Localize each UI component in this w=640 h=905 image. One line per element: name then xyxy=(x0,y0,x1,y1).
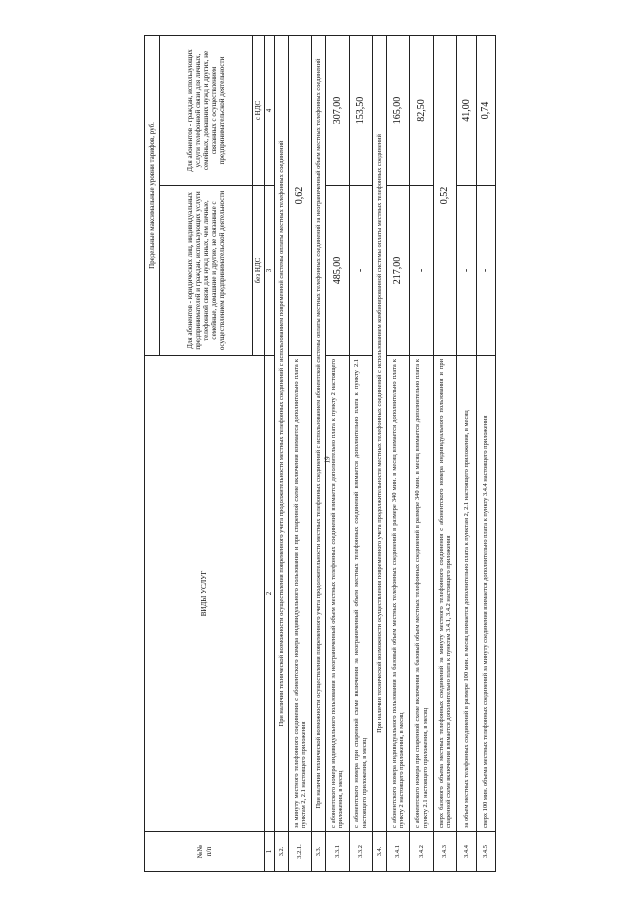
tariff-value-without-vat: - xyxy=(457,186,476,356)
row-description: с абонентского номера индивидуального пользования за неограниченный объем местных телефонных соединений взимается дополнительно плата к пункту 2 настоящего приложения, в месяц xyxy=(326,356,350,832)
tariff-value: 0,62 xyxy=(288,35,312,355)
table-row-3-2-1 xyxy=(288,35,312,871)
colno-1: 1 xyxy=(265,832,275,872)
tariff-value-without-vat: - xyxy=(476,186,495,356)
row-number: 3.3.2 xyxy=(349,832,373,872)
row-description: за объем местных телефонных соединений в размере 100 мин. в месяц взимается дополнительно плата к пунктам 2, 2.1 настоящего приложения, в месяц xyxy=(457,356,476,832)
tariff-value-with-vat: 307,00 xyxy=(326,35,350,185)
row-description: с абонентского номера при спаренной схеме включения за неограниченный объем местных телефонных соединений взимается дополнительно плата к пункту 2.1 настоящего приложения, в месяц xyxy=(349,356,373,832)
column-number-row xyxy=(265,35,275,871)
tariff-table xyxy=(144,35,496,872)
table-row-3-3-1 xyxy=(326,35,350,871)
tariff-value-with-vat: 82,50 xyxy=(410,35,434,185)
tariff-value-without-vat: 485,00 xyxy=(326,186,350,356)
tariff-value-with-vat: 41,00 xyxy=(457,35,476,185)
header-tariffs: Предельные максимальные уровни тарифов, руб. xyxy=(145,35,160,355)
tariff-value-with-vat: 153,50 xyxy=(349,35,373,185)
row-description: с абонентского номера индивидуального пользования за базовый объем местных телефонных соединений в размере 340 мин. в месяц взимается дополнительно плата к пункту 2 настоящего приложения, в месяц xyxy=(386,356,410,832)
header-no: №№ п/п xyxy=(145,832,265,872)
table-row-3-4 xyxy=(373,35,387,871)
tariff-value: 0,52 xyxy=(433,35,457,355)
section-title: При наличии технической возможности осуществления повременного учета продолжительности местных телефонных соединений с использованием повременной системы оплаты местных телефонных соединений xyxy=(275,35,289,831)
row-description: с абонентского номера при спаренной схеме включения за базовый объем местных телефонных соединений в размере 340 мин. в месяц взимается дополнительно плата к пункту 2.1 настоящего приложения, в месяц xyxy=(410,356,434,832)
tariff-value-with-vat: 165,00 xyxy=(386,35,410,185)
row-number: 3.4.4 xyxy=(457,832,476,872)
header-row-1 xyxy=(145,35,160,871)
header-subscriber-b: Для абонентов - граждан, использующих услуги телефонной связи для личных, семейных, домашних нужд и других, не связанных с осуществлением предпринимательской деятельности xyxy=(160,35,253,185)
table-row-3-4-5 xyxy=(476,35,495,871)
colno-2: 2 xyxy=(265,356,275,832)
row-number: 3.2. xyxy=(275,832,289,872)
row-number: 3.4.5 xyxy=(476,832,495,872)
row-number: 3.4. xyxy=(373,832,387,872)
row-number: 3.3. xyxy=(312,832,326,872)
colno-3: 3 xyxy=(265,186,275,356)
table-row-3-4-3 xyxy=(433,35,457,871)
section-title: При наличии технической возможности осуществления повременного учета продолжительности местных телефонных соединений с использованием абонентской системы оплаты местных телефонных соединений за неограниченный объем местных телефонных соединений xyxy=(312,35,326,831)
colno-4: 4 xyxy=(265,35,275,185)
table-row-3-4-4 xyxy=(457,35,476,871)
header-subscriber-a: Для абонентов - юридических лиц, индивидуальных предпринимателей и граждан, использующих услуги телефонной связи для нужд иных, чем личные, семейные, домашние и другие, не связанные с осуществлением предпринимательской деятельности xyxy=(160,186,253,356)
page-number: 19 xyxy=(323,456,332,464)
row-number: 3.4.3 xyxy=(433,832,457,872)
table-row-3-4-2 xyxy=(410,35,434,871)
header-services: ВИДЫ УСЛУГ xyxy=(145,356,265,832)
row-number: 3.4.1 xyxy=(386,832,410,872)
row-description: сверх 100 мин. объема местных телефонных соединений за минуту соединения взимается дополнительно плата к пункту 3.4.4 настоящего приложения xyxy=(476,356,495,832)
tariff-value-without-vat: - xyxy=(349,186,373,356)
table-row-3-3 xyxy=(312,35,326,871)
row-number: 3.3.1 xyxy=(326,832,350,872)
row-number: 3.4.2 xyxy=(410,832,434,872)
row-description: сверх базового объема местных телефонных соединений за минуту местного телефонного соединения с абонентского номера индивидуального пользования и при спаренной схеме включения взимается дополнительно плата к пунктам 3.4.1, 3.4.2 настоящего приложения xyxy=(433,356,457,832)
tariff-document-page xyxy=(144,36,496,872)
tariff-value-with-vat: 0,74 xyxy=(476,35,495,185)
tariff-value-without-vat: - xyxy=(410,186,434,356)
header-with-vat: с НДС xyxy=(253,35,265,185)
row-number: 3.2.1. xyxy=(288,832,312,872)
tariff-value-without-vat: 217,00 xyxy=(386,186,410,356)
row-description: за минуту местного телефонного соединения с абонентского номера индивидуального пользования и при спаренной схеме включения взимается дополнительно плата к пунктам 2, 2.1 настоящего приложения xyxy=(288,356,312,832)
table-row-3-2 xyxy=(275,35,289,871)
section-title: При наличии технической возможности осуществления повременного учета продолжительности местных телефонных соединений с использованием комбинированной системы оплаты местных телефонных соединений xyxy=(373,35,387,831)
table-row-3-3-2 xyxy=(349,35,373,871)
header-without-vat: без НДС xyxy=(253,186,265,356)
table-row-3-4-1 xyxy=(386,35,410,871)
